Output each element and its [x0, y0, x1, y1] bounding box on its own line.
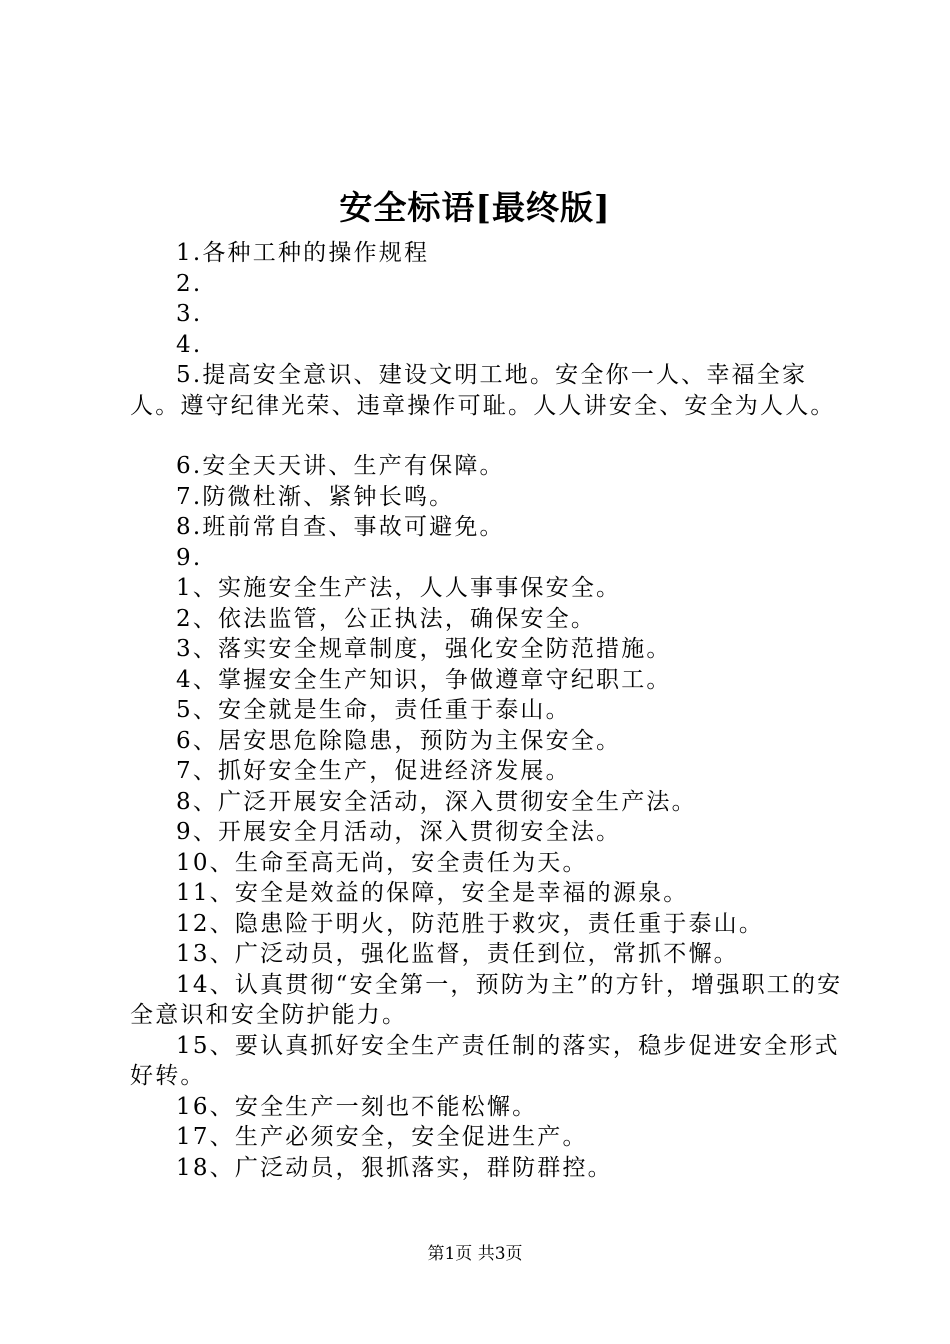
paragraph: 15、要认真抓好安全生产责任制的落实，稳步促进安全形式好转。: [130, 1032, 840, 1089]
paragraph: 4.: [176, 331, 203, 358]
page-footer: 第1页 共3页: [427, 1244, 523, 1264]
paragraph: 6、居安思危除隐患，预防为主保安全。: [176, 727, 622, 754]
paragraph: 7、抓好安全生产，促进经济发展。: [176, 758, 571, 784]
paragraph: 2、依法监管，公正执法，确保安全。: [176, 605, 597, 632]
paragraph: 4、掌握安全生产知识，争做遵章守纪职工。: [176, 666, 672, 693]
paragraph: 9、开展安全月活动，深入贯彻安全法。: [176, 819, 622, 845]
paragraph: 16、安全生产一刻也不能松懈。: [176, 1093, 538, 1120]
paragraph: 13、广泛动员，强化监督，责任到位，常抓不懈。: [176, 941, 739, 967]
paragraph: 5.提高安全意识、建设文明工地。安全你一人、幸福全家人。遵守纪律光荣、违章操作可耻。人人讲安全、安全为人人。: [130, 362, 836, 419]
document-body: [130, 238, 850, 1183]
paragraph: 8、广泛开展安全活动，深入贯彻安全生产法。: [176, 788, 697, 815]
paragraph: 18、广泛动员，狠抓落实，群防群控。: [176, 1154, 613, 1181]
paragraph: 14、认真贯彻“安全第一，预防为主”的方针，增强职工的安全意识和安全防护能力。: [130, 971, 843, 1028]
paragraph: 3.: [176, 301, 203, 327]
paragraph: 1.各种工种的操作规程: [176, 240, 430, 266]
document-title: 安全标语[最终版]: [339, 188, 611, 227]
paragraph: 8.班前常自查、事故可避免。: [176, 514, 505, 540]
paragraph: 10、生命至高无尚，安全责任为天。: [176, 849, 588, 876]
paragraph: 1、实施安全生产法，人人事事保安全。: [176, 575, 622, 601]
paragraph: 3、落实安全规章制度，强化安全防范措施。: [176, 636, 672, 662]
paragraph: 5、安全就是生命，责任重于泰山。: [176, 697, 571, 723]
paragraph: 11、安全是效益的保障，安全是幸福的源泉。: [176, 880, 689, 906]
paragraph: 9.: [176, 544, 203, 571]
paragraph: 6.安全天天讲、生产有保障。: [176, 453, 505, 479]
paragraph: 7.防微杜渐、紧钟长鸣。: [176, 483, 455, 510]
paragraph: 2.: [176, 270, 203, 297]
paragraph: 12、隐患险于明火，防范胜于救灾，责任重于泰山。: [176, 910, 765, 937]
paragraph: 17、生产必须安全，安全促进生产。: [176, 1124, 588, 1150]
